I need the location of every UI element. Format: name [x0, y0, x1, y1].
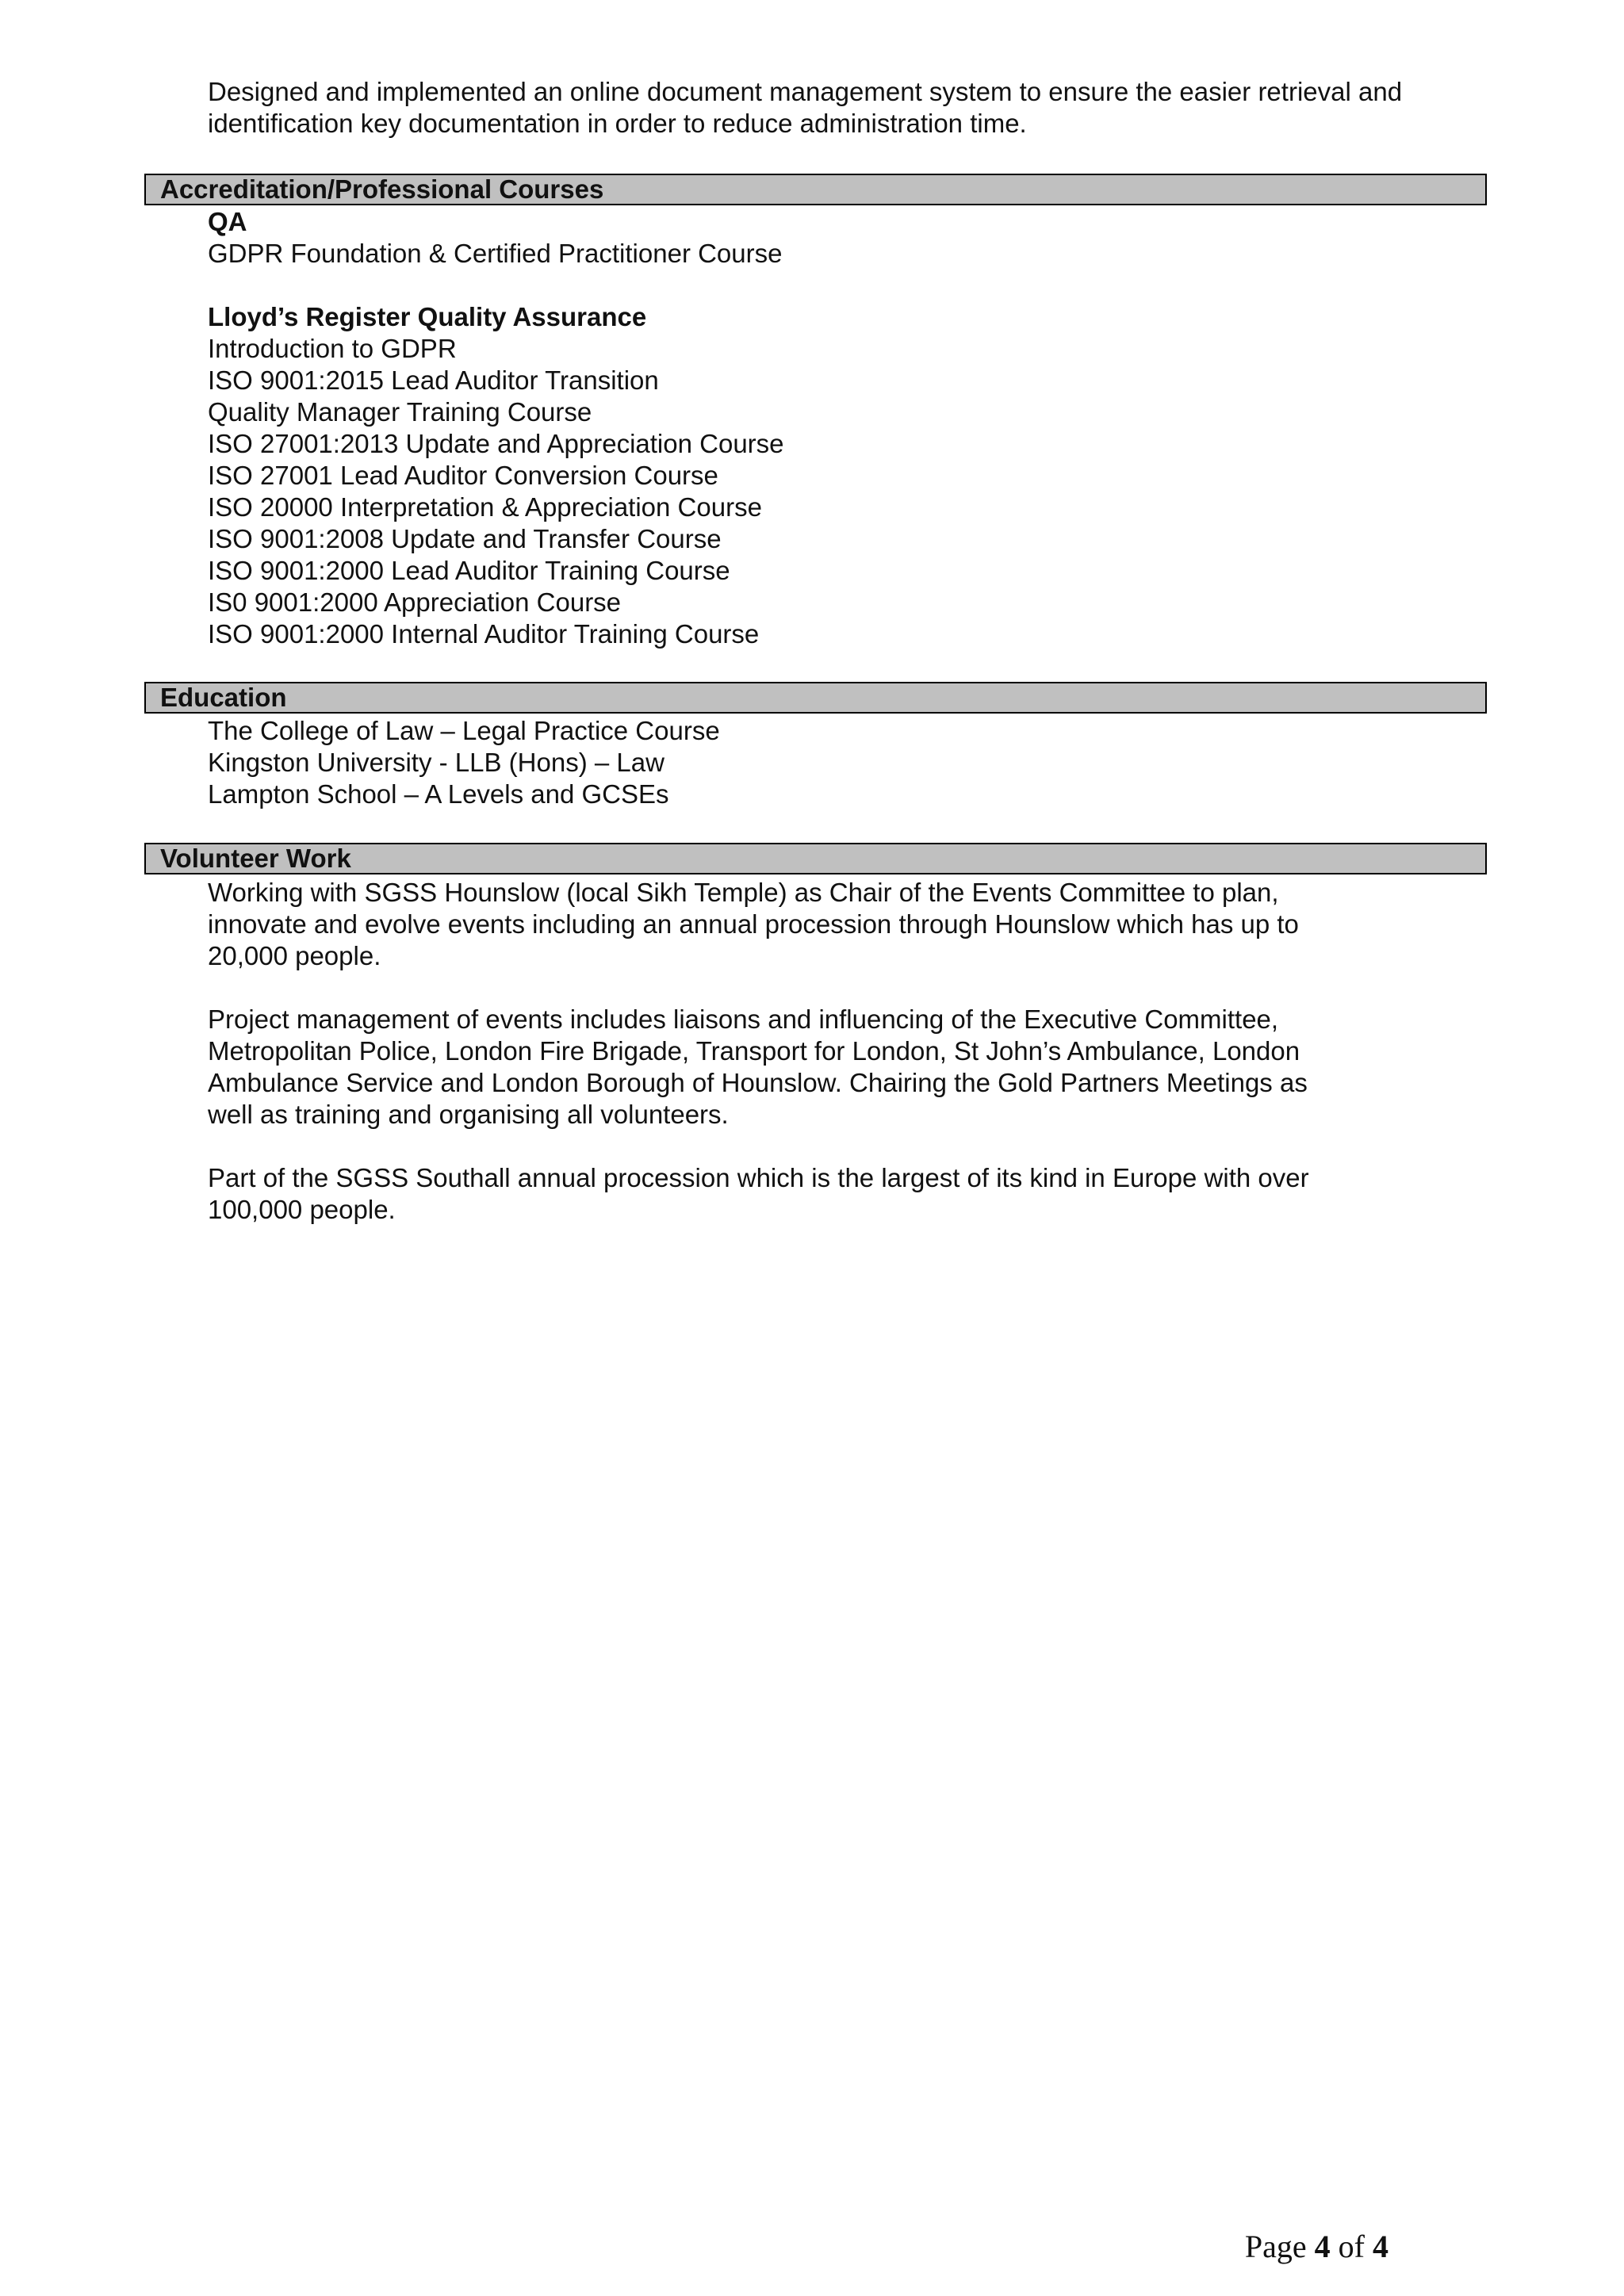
course-item: ISO 9001:2000 Internal Auditor Training Course: [208, 619, 760, 649]
volunteer-content: [208, 877, 1492, 1226]
course-item: Introduction to GDPR: [208, 334, 457, 363]
intro-paragraph: [208, 76, 1492, 140]
course-item: GDPR Foundation & Certified Practitioner Course: [208, 239, 783, 268]
volunteer-paragraph: [208, 877, 1492, 972]
education-item: Kingston University - LLB (Hons) – Law: [208, 748, 665, 777]
volunteer-paragraph: [208, 1004, 1492, 1131]
spacer: [208, 270, 1492, 301]
volunteer-line: Ambulance Service and London Borough of Hounslow. Chairing the Gold Partners Meetings as: [208, 1068, 1308, 1097]
education-item: The College of Law – Legal Practice Course: [208, 716, 720, 745]
intro-line: Designed and implemented an online document management system to ensure the easier retrieval and: [208, 77, 1403, 106]
volunteer-paragraph: [208, 1162, 1492, 1226]
section-header-volunteer: Volunteer Work: [144, 843, 1487, 874]
section-header-education: Education: [144, 682, 1487, 714]
intro-line: identification key documentation in order to reduce administration time.: [208, 109, 1027, 138]
page-current: 4: [1314, 2229, 1331, 2264]
page-number: [1245, 2228, 1388, 2266]
volunteer-line: 20,000 people.: [208, 941, 381, 970]
org-name-qa: QA: [208, 207, 247, 236]
org-name-lrqa: Lloyd’s Register Quality Assurance: [208, 302, 647, 331]
course-item: Quality Manager Training Course: [208, 397, 592, 427]
volunteer-line: well as training and organising all volunteers.: [208, 1100, 729, 1129]
volunteer-line: Project management of events includes liaisons and influencing of the Executive Committee,: [208, 1004, 1279, 1034]
course-item: ISO 27001 Lead Auditor Conversion Course: [208, 461, 718, 490]
volunteer-line: Part of the SGSS Southall annual procession which is the largest of its kind in Europe with over: [208, 1163, 1309, 1192]
course-item: IS0 9001:2000 Appreciation Course: [208, 587, 622, 617]
section-header-accreditation: Accreditation/Professional Courses: [144, 174, 1487, 205]
volunteer-line: 100,000 people.: [208, 1195, 396, 1224]
course-item: ISO 9001:2008 Update and Transfer Course: [208, 524, 722, 553]
course-item: ISO 20000 Interpretation & Appreciation Course: [208, 492, 762, 522]
course-item: ISO 27001:2013 Update and Appreciation Course: [208, 429, 784, 458]
course-item: ISO 9001:2000 Lead Auditor Training Course: [208, 556, 730, 585]
education-list: [208, 715, 1492, 810]
accreditation-list: [208, 206, 1492, 650]
course-item: ISO 9001:2015 Lead Auditor Transition: [208, 365, 659, 395]
page-prefix: Page: [1244, 2229, 1315, 2264]
page-total: 4: [1373, 2229, 1388, 2264]
volunteer-line: innovate and evolve events including an annual procession through Hounslow which has up to: [208, 909, 1299, 939]
education-item: Lampton School – A Levels and GCSEs: [208, 779, 669, 809]
volunteer-line: Metropolitan Police, London Fire Brigade, Transport for London, St John’s Ambulance, London: [208, 1036, 1300, 1066]
page-middle: of: [1330, 2229, 1373, 2264]
volunteer-line: Working with SGSS Hounslow (local Sikh Temple) as Chair of the Events Committee to plan,: [208, 878, 1279, 907]
